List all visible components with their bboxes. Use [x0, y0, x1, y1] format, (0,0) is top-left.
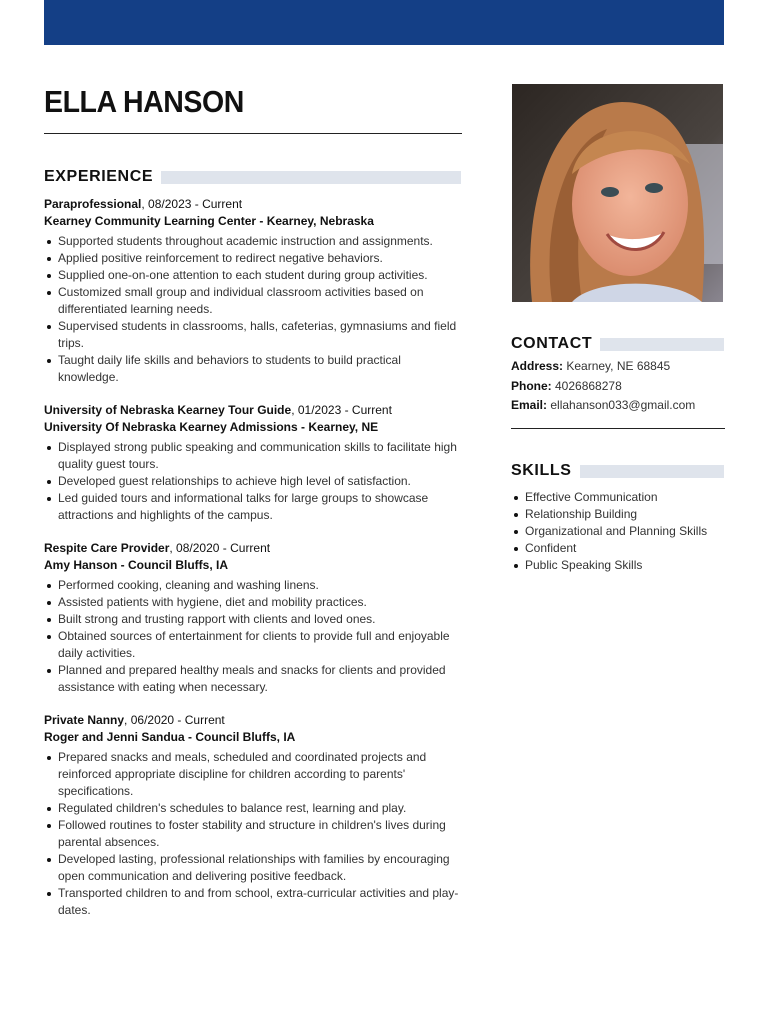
skill-item: Effective Communication [511, 489, 725, 506]
skills-header [511, 462, 724, 480]
job-bullet: Regulated children's schedules to balance rest, learning and play. [44, 800, 464, 817]
job-bullet: Assisted patients with hygiene, diet and mobility practices. [44, 594, 464, 611]
job-org: University Of Nebraska Kearney Admissions - Kearney, NE [44, 420, 379, 434]
job-title: Paraprofessional [44, 197, 142, 211]
job-entry [44, 712, 464, 919]
contact-email: Email: ellahanson033@gmail.com [511, 398, 696, 412]
candidate-name: ELLA HANSON [44, 84, 244, 119]
job-title: University of Nebraska Kearney Tour Guide [44, 403, 292, 417]
job-org: Roger and Jenni Sandua - Council Bluffs, IA [44, 730, 296, 744]
job-dates: , 08/2020 - Current [169, 541, 271, 555]
job-bullet: Transported children to and from school, extra-curricular activities and play-dates. [44, 885, 464, 919]
job-bullet: Developed lasting, professional relationships with families by encouraging open communication and delivering positive feedback. [44, 851, 464, 885]
job-org: Kearney Community Learning Center - Kearney, Nebraska [44, 214, 374, 228]
skills-title: SKILLS [511, 462, 572, 479]
job-bullets [44, 577, 464, 696]
job-bullets [44, 439, 464, 524]
job-bullet: Performed cooking, cleaning and washing linens. [44, 577, 464, 594]
job-title-line [44, 540, 464, 557]
job-bullet: Developed guest relationships to achieve high level of satisfaction. [44, 473, 464, 490]
job-bullet: Customized small group and individual classroom activities based on differentiated learning needs. [44, 284, 464, 318]
job-dates: , 06/2020 - Current [124, 713, 225, 727]
contact-header [511, 335, 724, 353]
section-bar [161, 171, 461, 184]
experience-list [44, 196, 464, 935]
job-bullet: Led guided tours and informational talks for large groups to showcase attractions and highlights of the campus. [44, 490, 464, 524]
job-title-line [44, 402, 464, 419]
job-bullet: Supplied one-on-one attention to each student during group activities. [44, 267, 464, 284]
contact-title: CONTACT [511, 335, 593, 352]
job-bullet: Supported students throughout academic instruction and assignments. [44, 233, 464, 250]
job-title: Respite Care Provider [44, 541, 170, 555]
contact-phone: Phone: 4026868278 [511, 378, 622, 393]
job-entry [44, 540, 464, 696]
skill-item: Public Speaking Skills [511, 557, 725, 574]
contact-divider [511, 428, 725, 429]
job-title-line [44, 712, 464, 729]
skill-item: Organizational and Planning Skills [511, 523, 725, 540]
skill-item: Relationship Building [511, 506, 725, 523]
job-bullet: Taught daily life skills and behaviors to students to build practical knowledge. [44, 352, 464, 386]
job-bullet: Planned and prepared healthy meals and snacks for clients and provided assistance with eating when necessary. [44, 662, 464, 696]
job-title: Private Nanny [44, 713, 125, 727]
job-bullet: Applied positive reinforcement to redirect negative behaviors. [44, 250, 464, 267]
job-bullet: Prepared snacks and meals, scheduled and coordinated projects and reinforced appropriate discipline for children according to parents' specifications. [44, 749, 464, 800]
job-bullet: Displayed strong public speaking and communication skills to facilitate high quality guest tours. [44, 439, 464, 473]
portrait-photo-icon [512, 84, 723, 302]
section-bar [600, 338, 724, 351]
job-bullet: Built strong and trusting rapport with clients and loved ones. [44, 611, 464, 628]
name-divider [44, 133, 462, 134]
skills-list [511, 489, 725, 574]
job-dates: , 08/2023 - Current [141, 197, 243, 211]
contact-info [511, 357, 725, 416]
section-bar [580, 465, 725, 478]
skill-item: Confident [511, 540, 725, 557]
job-bullets [44, 233, 464, 386]
job-org: Amy Hanson - Council Bluffs, IA [44, 558, 229, 572]
job-entry [44, 402, 464, 524]
experience-header [44, 168, 461, 186]
header-banner [44, 0, 724, 45]
experience-title: EXPERIENCE [44, 168, 154, 185]
job-title-line [44, 196, 464, 213]
job-bullet: Followed routines to foster stability and structure in children's lives during parental absences. [44, 817, 464, 851]
contact-address: Address: Kearney, NE 68845 [511, 359, 671, 373]
job-bullets [44, 749, 464, 919]
job-bullet: Supervised students in classrooms, halls, cafeterias, gymnasiums and field trips. [44, 318, 464, 352]
profile-photo [512, 84, 723, 302]
job-dates: , 01/2023 - Current [291, 403, 392, 417]
job-bullet: Obtained sources of entertainment for clients to provide full and enjoyable daily activities. [44, 628, 464, 662]
job-entry [44, 196, 464, 386]
